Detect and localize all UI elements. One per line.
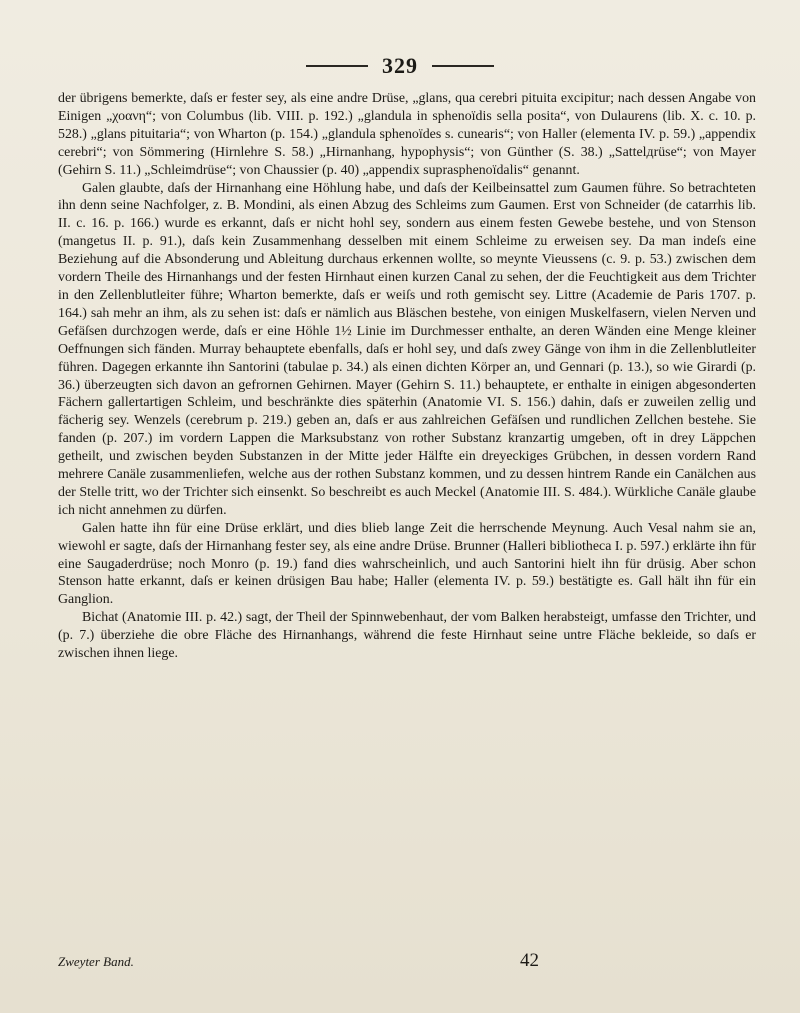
paragraph: Galen hatte ihn für eine Drüse erklärt, und dies blieb lange Zeit die herrschende Meynung. Auch Vesal nahm sie an, wiewohl er sagte, daſs der Hirnanhang fester sey, als eine andre Drüse. Brunner (Halleri bibliotheca I. p. 597.) erklärte ihn für eine Saugaderdrüse; noch Monro (p. 19.) fand dies wahrscheinlich, und auch Santorini hielt ihn für drüsig. Aber schon Stenson hatte erkannt, daſs er keinen drüsigen Bau habe; Haller (elementa IV. p. 59.) bestätigte es. Gall hält ihn für ein Ganglion. [58,520,757,608]
paragraph: Bichat (Anatomie III. p. 42.) sagt, der Theil der Spinnwebenhaut, der vom Balken herabsteigt, umfasse den Trichter, und (p. 7.) überziehe die obre Fläche des Hirnanhangs, während die feste Hirnhaut seine untre Fläche bekleide, so daſs er zwischen ihnen liege. [58,610,756,662]
header-rule-left [306,65,368,67]
paragraph: Galen glaubte, daſs der Hirnanhang eine Höhlung habe, und daſs der Keilbeinsattel zum Gaumen führe. So betrachteten ihn denn seine Nachfolger, z. B. Mondini, als einen Abzug des Schleims zum Gaumen. Erst von Schneider (de catarrhis lib. II. c. 16. p. 166.) wurde es erkannt, daſs er nicht hohl sey, sondern aus einem festen Gewebe bestehe, und von Stenson (mangetus II. p. 91.), daſs kein Zusammenhang desselben mit einem Schleime zu erweisen sey. Da man indeſs eine Beziehung auf die Absonderung und Ableitung durchaus erkennen wollte, so meynte Vieussens (c. 9. p. 53.) zwischen dem vordern Theile des Hirnanhangs und der festen Hirnhaut einen kurzen Canal zu sehen, der die Feuchtigkeit aus dem Trichter in den Zellenblutleiter führe; Wharton bemerkte, daſs er weiſs und roth gemischt sey. Littre (Academie de Paris 1707. p. 164.) sah mehr an ihm, als zu sehen ist: daſs er nämlich aus Bläschen bestehe, von einigen Muskelfasern, vielen Nerven und Gefäſsen durchzogen werde, daſs er eine Höhle 1½ Linie im Durchmesser enthalte, an deren Wänden eine Menge kleiner Oeffnungen sich fänden. Murray behauptete ebenfalls, daſs er hohl sey, und daſs zwey Gänge von ihm in die Zellenblutleiter führen. Dagegen erkannte ihn Santorini (tabulae p. 34.) als einen dichten Körper an, und Gennari (p. 13.), so wie Girardi (p. 36.) überzeugten sich davon an gefrornen Gehirnen. Mayer (Gehirn S. 11.) behauptete, er enthalte in einigen abgesonderten Fächern gallertartigen Schleim, und beschränkte dies späterhin (Anatomie VI. S. 156.) dahin, daſs er zuweilen zellig und fächerig sey. Wenzels (cerebrum p. 219.) geben an, daſs er aus zahlreichen Gefäſsen und rundlichen Zellchen bestehe. Sie fanden (p. 207.) im vordern Lappen die Marksubstanz von rother Substanz kranzartig umgeben, oft in drey Läppchen getheilt, und zwischen beyden Substanzen in der Mitte jeder Hälfte ein dreyeckiges Grübchen, in dessen vordern Rand mehrere Canäle zusammenliefen, welche aus der rothen Substanz kommen, und zu dessen hintrem Rande ein Canälchen aus der Stelle tritt, wo der Trichter sich einsenkt. So beschreibt es auch Meckel (Anatomie III. S. 484.). Würkliche Canäle glaube ich nicht annehmen zu dürfen. [58,180,756,518]
paragraph-continued: der übrigens bemerkte, daſs er fester sey, als eine andre Drüse, „glans, qua cerebri pituita excipitur; nach dessen Angabe von Einigen „χοανη“; von Columbus (lib. VIII. p. 192.) „glandula in sphenoïdis sella posita“, von Dulaurens (lib. X. c. 10. p. 528.) „glans pituitaria“; von Wharton (p. 154.) „glandula sphenoïdes s. cunearis“; von Haller (elementa IV. p. 59.) „appendix cerebri“; von Sömmering (Hirnlehre S. 58.) „Hirnanhang, hypophysis“; von Günther (S. 38.) „Sattelдrüse“; von Mayer (Gehirn S. 11.) „Schleimdrüse“; von Chaussier (p. 40) „appendix suprasphenoïdalis“ genannt. [58,91,756,178]
page-number: 329 [382,53,418,78]
body-text [58,90,756,663]
page-header [0,48,800,84]
sheet-number: 42 [520,950,539,971]
header-rule-right [432,65,494,67]
page-footer [58,950,756,974]
volume-signature: Zweyter Band. [58,954,134,969]
